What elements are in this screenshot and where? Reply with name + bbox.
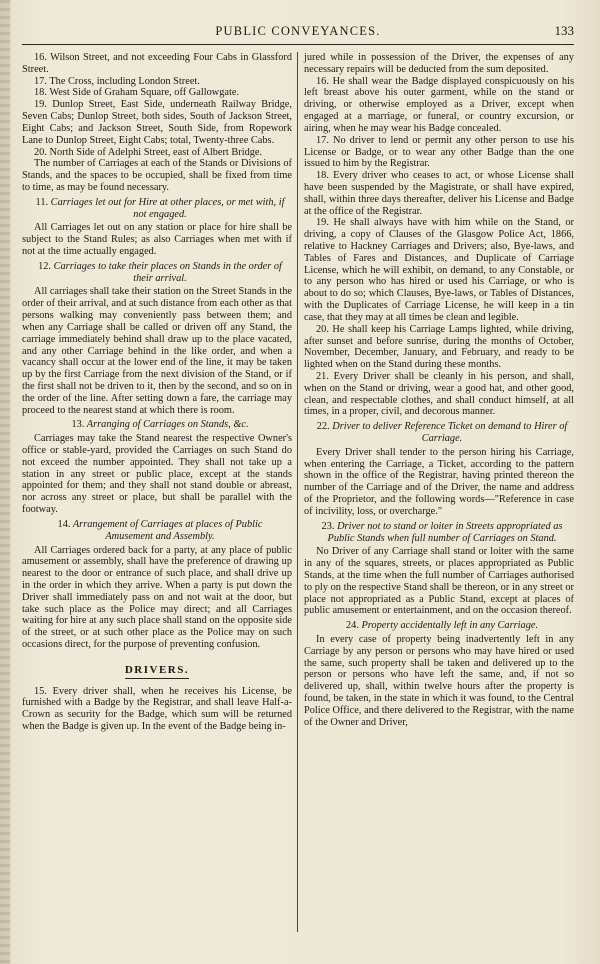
paragraph-stand-20: 20. North Side of Adelphi Street, east of Albert Bridge.	[34, 146, 263, 158]
section-title: Carriages to take their places on Stands in the order of their arrival.	[53, 260, 282, 284]
drivers-heading	[22, 665, 292, 679]
paragraph-driver-21: 21. Every Driver shall be cleanly in his person, and shall, when on the Stand or driving, wear a good hat, and other good, clean, and respectable clothes, and shall conduct himself, at all times, in a proper, civil, and decorous manner.	[304, 370, 574, 418]
paragraph-stand-19: 19. Dunlop Street, East Side, underneath Railway Bridge, Seven Cabs; Dunlop Street, both sides, South of Jackson Street, Eight Cabs; and Jackson Street, South Side, from Ropework Lane to Dunlop Street, Eight Cabs; total, Twenty-three Cabs.	[22, 99, 292, 146]
section-23-heading	[304, 521, 574, 545]
section-number: 22.	[316, 421, 330, 433]
section-number: 13.	[71, 419, 85, 431]
running-header	[22, 24, 574, 40]
section-23-text: No Driver of any Carriage shall stand or loiter with the same in any of the squares, streets, or places appropriated as Public Stands, at the time when the full number of Carriages authorised to ply on the respective Stand shall be thereon, or in any street or place not appropriated as a Public Stand, except at places of public amusement or entertainment, and on the occasion thereof.	[304, 546, 574, 617]
section-title: Property accidentally left in any Carriage.	[361, 620, 539, 632]
section-22-text: Every Driver shall tender to the person hiring his Carriage, when entering the Carriage, a Ticket, according to the pattern shown in the office of the Registrar, having printed thereon the number of the Carriage and of the Driver, the name and address of the Proprietor, and the following words—"Reference in case of incivility, loss, or overcharge."	[304, 446, 574, 517]
section-title: Arranging of Carriages on Stands, &c.	[86, 419, 249, 431]
section-12-heading	[22, 261, 292, 285]
paragraph-stand-18: 18. West Side of Graham Square, off Gallowgate.	[34, 87, 240, 99]
section-number: 23.	[321, 520, 335, 532]
running-title: PUBLIC CONVEYANCES.	[215, 24, 381, 38]
section-title: Driver not to stand or loiter in Streets appropriated as Public Stands when full number of Carriages on Stand.	[327, 520, 563, 544]
section-11-heading	[22, 197, 292, 221]
page-number: 133	[554, 23, 574, 38]
section-24-text: In every case of property being inadvertently left in any Carriage by any person or persons who may have hired or used the same, such property shall be taken and delivered up to the person or persons who have left the same, and, if not so delivered up, shall, within twelve hours after the property is found, be taken, in the state in which it was found, to the Central Police Office, and there delivered to the Registrar, with the name of the Owner and Driver,	[304, 634, 574, 728]
section-13-heading	[22, 419, 292, 431]
paragraph-driver-15: 15. Every driver shall, when he receives his License, be furnished with a Badge by the Registrar, and shall leave Half-a-Crown as security for the Badge, which sum will be returned when the Badge is given up. In the event of the Badge being in-	[22, 685, 292, 733]
section-24-heading	[304, 620, 574, 632]
paragraph-driver-18: 18. Every driver who ceases to act, or whose License shall have been suspended by the Magistrate, or shall have expired, shall, within three days thereafter, deliver his License and Badge at the office of the Registrar.	[304, 170, 574, 217]
drivers-heading-text: DRIVERS.	[125, 665, 189, 679]
header-rule	[22, 44, 574, 45]
section-14-text: All Carriages ordered back for a party, at any place of public amusement or assembly, shall have the preference of drawing up nearest to the door or entrance of such place, and shall drive up in the order in which they arrive. When a party is put down the Driver shall immediately pass on and not wait at the door, but take such place as the Police may direct; and all Carriages waiting for hire at any such place shall stand on the opposite side of the street, or at such other place as the Police may on such occasions direct, for the purpose of preventing confusion.	[22, 544, 292, 650]
section-13-text: Carriages may take the Stand nearest the respective Owner's office or stable-yard, provided the Carriages on such Stand do not exceed the number appointed. They shall not take up a station in any street or public place, except at the stands appointed for them; and they shall not stand double or abreast, nor across any street or place, but shall be parallel with the footway.	[22, 433, 292, 516]
page-binding-edge	[0, 0, 10, 964]
paragraph-driver-20: 20. He shall keep his Carriage Lamps lighted, while driving, after sunset and before sunrise, during the months of October, November, December, January, and February, and ready to be lighted when on the Stand during these months.	[304, 323, 574, 371]
section-number: 12.	[38, 260, 52, 272]
section-12-text: All carriages shall take their station on the Street Stands in the order of their arrival, and at such distance from each other as that persons walking may conveniently pass between them; and when any Carriage shall be called or driven off any Stand, the carriage immediately behind shall draw up to the place vacated, and any other Carriage behind in the like order, and when a vacancy shall occur at the lower end of the line, it may be taken up by the first Carriage from the next division of the Stand, or if the first shall not be driven to it, then by the second, and so on in the order of the line. After setting down a fare, the carriage may proceed to the nearest stand at which there is room.	[22, 286, 292, 416]
section-number: 24.	[345, 620, 359, 632]
section-title: Carriages let out for Hire at other places, or met with, if not engaged.	[50, 196, 285, 220]
paragraph-driver-16: 16. He shall wear the Badge displayed conspicuously on his left breast above his outer garment, while on the stand or driving, or otherwise employed as a Driver, except when engaged at a marriage, or funeral, or country excursion, or airing, when he may wear his Badge concealed.	[304, 75, 574, 134]
paragraph-driver-17: 17. No driver to lend or permit any other person to use his License or Badge, or to wear any other Badge than the one issued to him by the Registrar.	[304, 134, 574, 170]
section-title: Arrangement of Carriages at places of Public Amusement and Assembly.	[72, 518, 263, 542]
section-11-text: All Carriages let out on any station or place for hire shall be subject to the Stand Rules; as also Carriages when met with if not at the time actually engaged.	[22, 222, 292, 257]
section-22-heading	[304, 421, 574, 445]
section-number: 11.	[35, 196, 49, 208]
section-number: 14.	[57, 518, 71, 530]
paragraph-stand-17: 17. The Cross, including London Street.	[34, 75, 200, 87]
paragraph-stand-numbers: The number of Carriages at each of the Stands or Divisions of Stands, and the spaces to be occupied, shall be fixed from time to time, as may be found necessary.	[22, 158, 292, 193]
left-column	[22, 52, 292, 733]
section-14-heading	[22, 519, 292, 543]
paragraph-stand-16: 16. Wilson Street, and not exceeding Four Cabs in Glassford Street.	[22, 52, 292, 75]
column-divider	[297, 52, 298, 932]
paragraph-driver-15-continued: jured while in possession of the Driver, the expenses of any necessary repairs will be deducted from the sum deposited.	[304, 52, 574, 75]
paragraph-driver-19: 19. He shall always have with him while on the Stand, or driving, a copy of Clauses of the Glasgow Police Act, 1866, relative to Hackney Carriages and Drivers; also, Bye-laws, and Tables of Fares and Distances, and Duplicate of Carriage License, which he will exhibit, on demand, to any Constable, or to any person who has hired or used his Carriage, or who is about to do so; which Clauses, Bye-laws, or Tables of Distances, with the Duplicates of Carriage License, he will keep in a tin case, that they may at all times be clean and legible.	[304, 217, 574, 323]
section-title: Driver to deliver Reference Ticket on demand to Hirer of Carriage.	[332, 421, 568, 444]
right-column	[304, 52, 574, 729]
